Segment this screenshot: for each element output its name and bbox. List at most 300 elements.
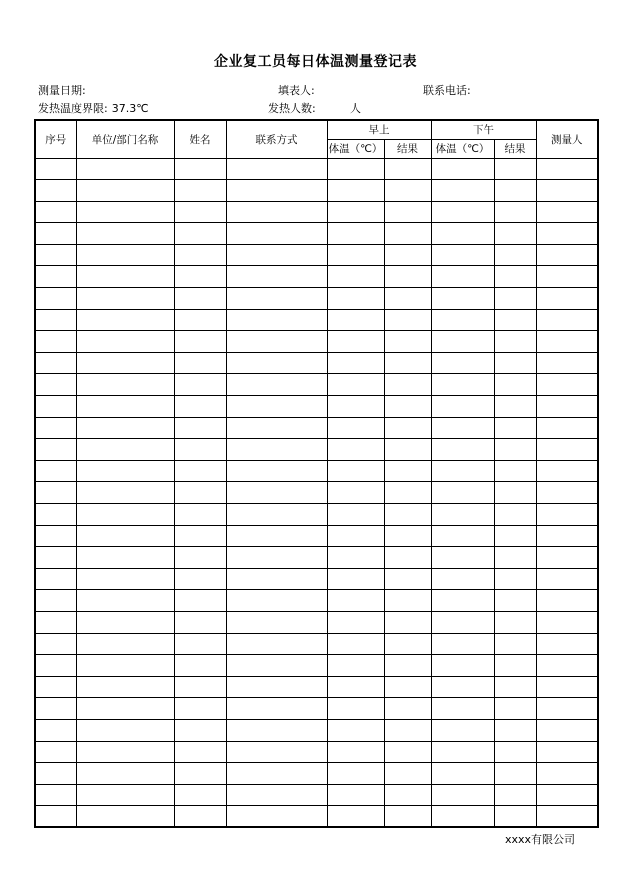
empty-form-cell[interactable] — [384, 482, 431, 504]
empty-form-cell[interactable] — [226, 331, 327, 353]
empty-form-cell[interactable] — [76, 590, 174, 612]
empty-form-cell[interactable] — [536, 460, 598, 482]
empty-form-cell[interactable] — [76, 180, 174, 202]
empty-form-cell[interactable] — [536, 374, 598, 396]
empty-form-cell[interactable] — [226, 525, 327, 547]
empty-form-cell[interactable] — [494, 698, 536, 720]
empty-form-cell[interactable] — [35, 180, 76, 202]
empty-form-cell[interactable] — [536, 396, 598, 418]
empty-form-cell[interactable] — [174, 417, 226, 439]
fever-limit-value: 37.3℃ — [111, 102, 149, 115]
empty-form-cell[interactable] — [536, 352, 598, 374]
empty-form-cell[interactable] — [226, 288, 327, 310]
empty-form-cell[interactable] — [536, 244, 598, 266]
empty-form-cell[interactable] — [494, 719, 536, 741]
empty-form-cell[interactable] — [384, 806, 431, 828]
empty-form-cell[interactable] — [327, 309, 384, 331]
empty-form-cell[interactable] — [226, 266, 327, 288]
empty-form-cell[interactable] — [327, 417, 384, 439]
empty-form-cell[interactable] — [226, 611, 327, 633]
empty-form-cell[interactable] — [174, 525, 226, 547]
empty-form-cell[interactable] — [494, 288, 536, 310]
empty-form-cell[interactable] — [174, 460, 226, 482]
empty-form-cell[interactable] — [327, 244, 384, 266]
empty-form-cell[interactable] — [327, 374, 384, 396]
empty-form-cell[interactable] — [494, 331, 536, 353]
empty-form-cell[interactable] — [431, 158, 494, 180]
empty-form-cell[interactable] — [174, 547, 226, 569]
empty-form-cell[interactable] — [76, 655, 174, 677]
empty-form-cell[interactable] — [431, 590, 494, 612]
empty-form-cell[interactable] — [431, 719, 494, 741]
measure-date-label: 测量日期: — [38, 84, 86, 97]
empty-form-cell[interactable] — [494, 590, 536, 612]
empty-form-cell[interactable] — [35, 633, 76, 655]
contact-phone-label: 联系电话: — [423, 84, 471, 97]
empty-form-cell[interactable] — [35, 504, 76, 526]
empty-form-cell[interactable] — [494, 223, 536, 245]
empty-form-cell[interactable] — [384, 288, 431, 310]
table-row — [35, 309, 598, 331]
empty-form-cell[interactable] — [384, 504, 431, 526]
empty-form-cell[interactable] — [76, 719, 174, 741]
empty-form-cell[interactable] — [35, 590, 76, 612]
empty-form-cell[interactable] — [431, 288, 494, 310]
empty-form-cell[interactable] — [76, 806, 174, 828]
empty-form-cell[interactable] — [226, 374, 327, 396]
empty-form-cell[interactable] — [35, 784, 76, 806]
empty-form-cell[interactable] — [35, 374, 76, 396]
empty-form-cell[interactable] — [35, 763, 76, 785]
empty-form-cell[interactable] — [384, 331, 431, 353]
empty-form-cell[interactable] — [384, 719, 431, 741]
empty-form-cell[interactable] — [327, 482, 384, 504]
empty-form-cell[interactable] — [536, 719, 598, 741]
table-row — [35, 698, 598, 720]
empty-form-cell[interactable] — [431, 741, 494, 763]
empty-form-cell[interactable] — [76, 698, 174, 720]
empty-form-cell[interactable] — [536, 288, 598, 310]
empty-form-cell[interactable] — [384, 417, 431, 439]
empty-form-cell[interactable] — [431, 784, 494, 806]
empty-form-cell[interactable] — [174, 763, 226, 785]
empty-form-cell[interactable] — [174, 504, 226, 526]
table-row — [35, 676, 598, 698]
empty-form-cell[interactable] — [76, 223, 174, 245]
empty-form-cell[interactable] — [536, 525, 598, 547]
empty-form-cell[interactable] — [76, 288, 174, 310]
empty-form-cell[interactable] — [384, 266, 431, 288]
empty-form-cell[interactable] — [494, 266, 536, 288]
empty-form-cell[interactable] — [76, 331, 174, 353]
table-row — [35, 158, 598, 180]
empty-form-cell[interactable] — [327, 676, 384, 698]
empty-form-cell[interactable] — [76, 676, 174, 698]
empty-form-cell[interactable] — [226, 741, 327, 763]
empty-form-cell[interactable] — [384, 158, 431, 180]
empty-form-cell[interactable] — [76, 547, 174, 569]
empty-form-cell[interactable] — [35, 806, 76, 828]
empty-form-cell[interactable] — [76, 309, 174, 331]
empty-form-cell[interactable] — [431, 266, 494, 288]
empty-form-cell[interactable] — [327, 698, 384, 720]
empty-form-cell[interactable] — [327, 396, 384, 418]
empty-form-cell[interactable] — [431, 460, 494, 482]
empty-form-cell[interactable] — [174, 719, 226, 741]
empty-form-cell[interactable] — [327, 525, 384, 547]
empty-form-cell[interactable] — [494, 611, 536, 633]
empty-form-cell[interactable] — [494, 547, 536, 569]
empty-form-cell[interactable] — [536, 309, 598, 331]
empty-form-cell[interactable] — [76, 266, 174, 288]
empty-form-cell[interactable] — [431, 180, 494, 202]
empty-form-cell[interactable] — [35, 309, 76, 331]
empty-form-cell[interactable] — [384, 396, 431, 418]
empty-form-cell[interactable] — [384, 655, 431, 677]
empty-form-cell[interactable] — [327, 784, 384, 806]
empty-form-cell[interactable] — [76, 244, 174, 266]
empty-form-cell[interactable] — [174, 590, 226, 612]
empty-form-cell[interactable] — [494, 806, 536, 828]
empty-form-cell[interactable] — [174, 676, 226, 698]
empty-form-cell[interactable] — [384, 590, 431, 612]
empty-form-cell[interactable] — [76, 763, 174, 785]
empty-form-cell[interactable] — [327, 611, 384, 633]
empty-form-cell[interactable] — [431, 763, 494, 785]
empty-form-cell[interactable] — [226, 784, 327, 806]
empty-form-cell[interactable] — [327, 331, 384, 353]
empty-form-cell[interactable] — [76, 417, 174, 439]
empty-form-cell[interactable] — [431, 417, 494, 439]
empty-form-cell[interactable] — [536, 482, 598, 504]
empty-form-cell[interactable] — [384, 309, 431, 331]
empty-form-cell[interactable] — [35, 655, 76, 677]
empty-form-cell[interactable] — [76, 525, 174, 547]
empty-form-cell[interactable] — [226, 396, 327, 418]
empty-form-cell[interactable] — [35, 417, 76, 439]
empty-form-cell[interactable] — [174, 352, 226, 374]
empty-form-cell[interactable] — [174, 180, 226, 202]
empty-form-cell[interactable] — [35, 201, 76, 223]
empty-form-cell[interactable] — [226, 180, 327, 202]
col-header-afternoon-temp: 体温（℃） — [431, 139, 494, 158]
empty-form-cell[interactable] — [431, 309, 494, 331]
empty-form-cell[interactable] — [384, 698, 431, 720]
empty-form-cell[interactable] — [384, 741, 431, 763]
empty-form-cell[interactable] — [536, 417, 598, 439]
empty-form-cell[interactable] — [494, 396, 536, 418]
empty-form-cell[interactable] — [384, 676, 431, 698]
empty-form-cell[interactable] — [327, 158, 384, 180]
empty-form-cell[interactable] — [431, 633, 494, 655]
empty-form-cell[interactable] — [536, 201, 598, 223]
empty-form-cell[interactable] — [536, 590, 598, 612]
empty-form-cell[interactable] — [174, 741, 226, 763]
empty-form-cell[interactable] — [494, 763, 536, 785]
empty-form-cell[interactable] — [384, 763, 431, 785]
empty-form-cell[interactable] — [76, 482, 174, 504]
col-header-morning-temp: 体温（℃） — [327, 139, 384, 158]
empty-form-cell[interactable] — [174, 439, 226, 461]
empty-form-cell[interactable] — [327, 201, 384, 223]
empty-form-cell[interactable] — [76, 352, 174, 374]
empty-form-cell[interactable] — [536, 504, 598, 526]
empty-form-cell[interactable] — [431, 396, 494, 418]
empty-form-cell[interactable] — [494, 784, 536, 806]
empty-form-cell[interactable] — [174, 331, 226, 353]
empty-form-cell[interactable] — [35, 676, 76, 698]
empty-form-cell[interactable] — [35, 288, 76, 310]
empty-form-cell[interactable] — [327, 590, 384, 612]
empty-form-cell[interactable] — [327, 266, 384, 288]
col-header-name: 姓名 — [174, 120, 226, 158]
empty-form-cell[interactable] — [536, 266, 598, 288]
empty-form-cell[interactable] — [494, 460, 536, 482]
empty-form-cell[interactable] — [327, 288, 384, 310]
empty-form-cell[interactable] — [494, 633, 536, 655]
empty-form-cell[interactable] — [174, 482, 226, 504]
empty-form-cell[interactable] — [431, 439, 494, 461]
empty-form-cell[interactable] — [35, 741, 76, 763]
empty-form-cell[interactable] — [494, 244, 536, 266]
empty-form-cell[interactable] — [174, 244, 226, 266]
empty-form-cell[interactable] — [226, 352, 327, 374]
empty-form-cell[interactable] — [536, 655, 598, 677]
empty-form-cell[interactable] — [384, 784, 431, 806]
empty-form-cell[interactable] — [226, 719, 327, 741]
company-name: xxxx有限公司 — [504, 833, 575, 846]
empty-form-cell[interactable] — [35, 266, 76, 288]
empty-form-cell[interactable] — [226, 201, 327, 223]
empty-form-cell[interactable] — [494, 482, 536, 504]
empty-form-cell[interactable] — [226, 158, 327, 180]
empty-form-cell[interactable] — [536, 763, 598, 785]
empty-form-cell[interactable] — [174, 309, 226, 331]
table-row — [35, 396, 598, 418]
empty-form-cell[interactable] — [76, 784, 174, 806]
empty-form-cell[interactable] — [35, 352, 76, 374]
empty-form-cell[interactable] — [174, 633, 226, 655]
empty-form-cell[interactable] — [76, 201, 174, 223]
empty-form-cell[interactable] — [226, 244, 327, 266]
empty-form-cell[interactable] — [226, 763, 327, 785]
empty-form-cell[interactable] — [76, 374, 174, 396]
empty-form-cell[interactable] — [431, 568, 494, 590]
empty-form-cell[interactable] — [174, 806, 226, 828]
empty-form-cell[interactable] — [76, 439, 174, 461]
empty-form-cell[interactable] — [174, 266, 226, 288]
table-row — [35, 266, 598, 288]
empty-form-cell[interactable] — [174, 374, 226, 396]
empty-form-cell[interactable] — [226, 417, 327, 439]
table-row — [35, 482, 598, 504]
empty-form-cell[interactable] — [226, 504, 327, 526]
empty-form-cell[interactable] — [327, 763, 384, 785]
empty-form-cell[interactable] — [536, 806, 598, 828]
empty-form-cell[interactable] — [431, 374, 494, 396]
empty-form-cell[interactable] — [327, 547, 384, 569]
empty-form-cell[interactable] — [226, 655, 327, 677]
empty-form-cell[interactable] — [174, 223, 226, 245]
empty-form-cell[interactable] — [536, 611, 598, 633]
empty-form-cell[interactable] — [431, 201, 494, 223]
empty-form-cell[interactable] — [494, 655, 536, 677]
empty-form-cell[interactable] — [35, 460, 76, 482]
empty-form-cell[interactable] — [35, 223, 76, 245]
empty-form-cell[interactable] — [327, 180, 384, 202]
empty-form-cell[interactable] — [494, 741, 536, 763]
empty-form-cell[interactable] — [35, 482, 76, 504]
empty-form-cell[interactable] — [174, 611, 226, 633]
empty-form-cell[interactable] — [327, 655, 384, 677]
col-header-dept: 单位/部门名称 — [76, 120, 174, 158]
empty-form-cell[interactable] — [174, 784, 226, 806]
empty-form-cell[interactable] — [431, 676, 494, 698]
empty-form-cell[interactable] — [431, 504, 494, 526]
empty-form-cell[interactable] — [384, 201, 431, 223]
empty-form-cell[interactable] — [384, 180, 431, 202]
empty-form-cell[interactable] — [431, 223, 494, 245]
table-row — [35, 352, 598, 374]
empty-form-cell[interactable] — [494, 374, 536, 396]
empty-form-cell[interactable] — [76, 396, 174, 418]
empty-form-cell[interactable] — [536, 698, 598, 720]
empty-form-cell[interactable] — [76, 611, 174, 633]
empty-form-cell[interactable] — [494, 676, 536, 698]
empty-form-cell[interactable] — [226, 547, 327, 569]
empty-form-cell[interactable] — [327, 460, 384, 482]
empty-form-cell[interactable] — [494, 439, 536, 461]
empty-form-cell[interactable] — [35, 158, 76, 180]
empty-form-cell[interactable] — [226, 676, 327, 698]
empty-form-cell[interactable] — [536, 158, 598, 180]
empty-form-cell[interactable] — [431, 482, 494, 504]
empty-form-cell[interactable] — [35, 396, 76, 418]
empty-form-cell[interactable] — [536, 331, 598, 353]
empty-form-cell[interactable] — [35, 547, 76, 569]
empty-form-cell[interactable] — [226, 590, 327, 612]
empty-form-cell[interactable] — [76, 741, 174, 763]
empty-form-cell[interactable] — [226, 309, 327, 331]
empty-form-cell[interactable] — [431, 698, 494, 720]
empty-form-cell[interactable] — [536, 568, 598, 590]
empty-form-cell[interactable] — [384, 460, 431, 482]
empty-form-cell[interactable] — [494, 568, 536, 590]
empty-form-cell[interactable] — [226, 698, 327, 720]
empty-form-cell[interactable] — [174, 568, 226, 590]
table-row — [35, 633, 598, 655]
empty-form-cell[interactable] — [494, 417, 536, 439]
empty-form-cell[interactable] — [494, 201, 536, 223]
empty-form-cell[interactable] — [174, 288, 226, 310]
empty-form-cell[interactable] — [226, 482, 327, 504]
empty-form-cell[interactable] — [384, 244, 431, 266]
empty-form-cell[interactable] — [494, 352, 536, 374]
table-row — [35, 763, 598, 785]
empty-form-cell[interactable] — [35, 331, 76, 353]
empty-form-cell[interactable] — [35, 439, 76, 461]
empty-form-cell[interactable] — [494, 180, 536, 202]
empty-form-cell[interactable] — [327, 806, 384, 828]
empty-form-cell[interactable] — [35, 244, 76, 266]
empty-form-cell[interactable] — [226, 223, 327, 245]
empty-form-cell[interactable] — [431, 244, 494, 266]
empty-form-cell[interactable] — [431, 806, 494, 828]
empty-form-cell[interactable] — [384, 439, 431, 461]
empty-form-cell[interactable] — [226, 806, 327, 828]
empty-form-cell[interactable] — [431, 331, 494, 353]
empty-form-cell[interactable] — [494, 504, 536, 526]
empty-form-cell[interactable] — [174, 698, 226, 720]
empty-form-cell[interactable] — [35, 525, 76, 547]
empty-form-cell[interactable] — [384, 352, 431, 374]
empty-form-cell[interactable] — [384, 223, 431, 245]
empty-form-cell[interactable] — [76, 568, 174, 590]
empty-form-cell[interactable] — [76, 460, 174, 482]
empty-form-cell[interactable] — [384, 547, 431, 569]
empty-form-cell[interactable] — [76, 633, 174, 655]
empty-form-cell[interactable] — [536, 633, 598, 655]
empty-form-cell[interactable] — [431, 655, 494, 677]
empty-form-cell[interactable] — [384, 568, 431, 590]
empty-form-cell[interactable] — [327, 439, 384, 461]
table-row — [35, 374, 598, 396]
empty-form-cell[interactable] — [431, 525, 494, 547]
empty-form-cell[interactable] — [536, 547, 598, 569]
empty-form-cell[interactable] — [494, 309, 536, 331]
empty-form-cell[interactable] — [35, 719, 76, 741]
empty-form-cell[interactable] — [76, 158, 174, 180]
empty-form-cell[interactable] — [226, 439, 327, 461]
empty-form-cell[interactable] — [174, 201, 226, 223]
empty-form-cell[interactable] — [327, 504, 384, 526]
empty-form-cell[interactable] — [327, 719, 384, 741]
empty-form-cell[interactable] — [494, 158, 536, 180]
empty-form-cell[interactable] — [536, 784, 598, 806]
empty-form-cell[interactable] — [384, 525, 431, 547]
empty-form-cell[interactable] — [327, 568, 384, 590]
empty-form-cell[interactable] — [494, 525, 536, 547]
empty-form-cell[interactable] — [174, 158, 226, 180]
empty-form-cell[interactable] — [226, 460, 327, 482]
empty-form-cell[interactable] — [384, 374, 431, 396]
empty-form-cell[interactable] — [536, 741, 598, 763]
empty-form-cell[interactable] — [226, 633, 327, 655]
empty-form-cell[interactable] — [226, 568, 327, 590]
empty-form-cell[interactable] — [174, 396, 226, 418]
empty-form-cell[interactable] — [431, 611, 494, 633]
empty-form-cell[interactable] — [327, 223, 384, 245]
table-row — [35, 288, 598, 310]
empty-form-cell[interactable] — [431, 547, 494, 569]
empty-form-cell[interactable] — [35, 611, 76, 633]
empty-form-cell[interactable] — [76, 504, 174, 526]
empty-form-cell[interactable] — [327, 352, 384, 374]
table-row — [35, 331, 598, 353]
empty-form-cell[interactable] — [384, 633, 431, 655]
empty-form-cell[interactable] — [431, 352, 494, 374]
empty-form-cell[interactable] — [536, 439, 598, 461]
empty-form-cell[interactable] — [536, 676, 598, 698]
empty-form-cell[interactable] — [35, 698, 76, 720]
empty-form-cell[interactable] — [536, 223, 598, 245]
empty-form-cell[interactable] — [35, 568, 76, 590]
empty-form-cell[interactable] — [384, 611, 431, 633]
empty-form-cell[interactable] — [327, 741, 384, 763]
empty-form-cell[interactable] — [536, 180, 598, 202]
empty-form-cell[interactable] — [327, 633, 384, 655]
empty-form-cell[interactable] — [174, 655, 226, 677]
